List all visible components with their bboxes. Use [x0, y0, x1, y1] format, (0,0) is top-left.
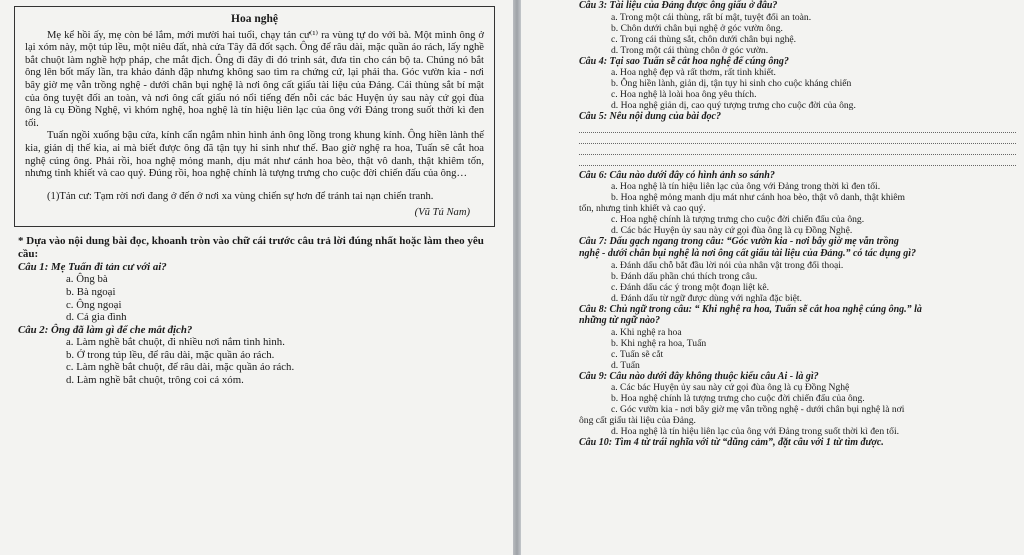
passage-author: (Vũ Tú Nam)	[414, 207, 470, 219]
question-9: Câu 9: Câu nào dưới đây không thuộc kiểu câu Ai - là gì?	[579, 370, 819, 382]
question-1-option-c[interactable]: c. Ông ngoại	[66, 298, 122, 311]
question-6-option-d[interactable]: d. Các bác Huyện ủy sau này cứ gọi đùa ông là cụ Đồng Nghệ.	[611, 225, 853, 237]
question-9-option-b[interactable]: b. Hoa nghệ chính là tượng trưng cho cuộc đời chiến đấu của ông.	[611, 393, 865, 405]
question-8-option-c[interactable]: c. Tuấn sẽ cắt	[611, 348, 664, 360]
question-7: Câu 7: Dấu gạch ngang trong câu: “Góc vườn kia - nơi bây giờ mẹ vẫn trồng	[579, 236, 899, 248]
question-2-option-d[interactable]: d. Làm nghề bắt chuột, trông coi cả xóm.	[66, 374, 244, 387]
question-7-cont: nghệ - dưới chân bụi nghệ là nơi ông cất giấu tài liệu của Đảng.” có tác dụng gì?	[579, 247, 917, 259]
question-7-option-b[interactable]: b. Đánh dấu phần chú thích trong câu.	[611, 270, 758, 282]
question-8: Câu 8: Chủ ngữ trong câu: “ Khi nghệ ra hoa, Tuấn sẽ cắt hoa nghệ cúng ông.” là	[579, 303, 922, 315]
question-10: Câu 10: Tìm 4 từ trái nghĩa với từ “dũng cảm”, đặt câu với 1 từ tìm được.	[579, 437, 884, 449]
question-9-option-c[interactable]: c. Góc vườn kia - nơi bây giờ mẹ vẫn trồng nghệ - dưới chân bụi nghệ là nơi	[611, 404, 905, 416]
question-4: Câu 4: Tại sao Tuấn sẽ cắt hoa nghệ để cúng ông?	[579, 55, 789, 67]
question-4-option-d[interactable]: d. Hoa nghệ giản dị, cao quý tượng trưng cho cuộc đời của ông.	[611, 100, 856, 112]
question-9-option-d[interactable]: d. Hoa nghệ là tín hiệu liên lạc của ông với Đảng trong suốt thời kì đen tối.	[611, 426, 900, 438]
question-6-option-b-cont: tốn, nhưng tinh khiết và cao quý.	[579, 203, 706, 215]
question-8-option-d[interactable]: d. Tuấn	[611, 359, 640, 371]
question-9-option-c-cont: ông cất giấu tài liệu của Đảng.	[579, 415, 696, 427]
question-8-option-b[interactable]: b. Khi nghệ ra hoa, Tuấn	[611, 337, 707, 349]
question-7-option-a[interactable]: a. Đánh dấu chỗ bắt đầu lời nói của nhân vật trong đối thoại.	[611, 259, 844, 271]
question-6-option-a[interactable]: a. Hoa nghệ là tín hiệu liên lạc của ông với Đảng trong thời kì đen tối.	[611, 181, 881, 193]
question-7-option-d[interactable]: d. Đánh dấu từ ngữ được dùng với nghĩa đặc biệt.	[611, 292, 802, 304]
question-6-option-b[interactable]: b. Hoa nghệ mỏng manh dịu mát như cánh hoa bèo, thật vô danh, thật khiêm	[611, 192, 906, 204]
instruction: * Dựa vào nội dung bài đọc, khoanh tròn vào chữ cái trước câu trả lời đúng nhất hoặc làm theo yêu cầu:	[18, 234, 484, 260]
question-3-option-a[interactable]: a. Trong một cái thùng, rất bí mật, tuyệt đối an toàn.	[611, 11, 812, 23]
passage-footnote: (1)Tản cư: Tạm rời nơi đang ở đến ở nơi xa vùng chiến sự hơn để tránh tai nạn chiến tranh.	[47, 190, 434, 202]
reading-passage	[14, 6, 495, 227]
answer-line[interactable]	[579, 123, 1016, 133]
question-3-option-b[interactable]: b. Chôn dưới chân bụi nghệ ở góc vườn ông.	[611, 22, 783, 34]
right-page	[521, 0, 1024, 555]
question-3-option-c[interactable]: c. Trong cái thùng sắt, chôn dưới chân bụi nghệ.	[611, 33, 797, 45]
question-3-option-d[interactable]: d. Trong một cái thùng chôn ở góc vườn.	[611, 44, 769, 56]
page-gutter	[513, 0, 521, 555]
question-2: Câu 2: Ông đã làm gì để che mắt địch?	[18, 323, 193, 336]
question-4-option-b[interactable]: b. Ông hiền lành, giản dị, tận tụy hi sinh cho cuộc kháng chiến	[611, 78, 852, 90]
question-1-option-a[interactable]: a. Ông bà	[66, 273, 108, 286]
answer-line[interactable]	[579, 134, 1016, 144]
passage-paragraph-1: Mẹ kể hồi ấy, mẹ còn bé lắm, mới mười hai tuổi, chạy tản cư⁽¹⁾ ra vùng tự do với bà. Một mình ông ở lại xóm này, một túp lều, một niêu đất, nhà cửa Tây đã đốt sạch. Ông để râu dài, mặc quần áo rách, lấy nghề bắt chuột làm nghề hợp pháp, che mắt địch. Ông đi đây đi đó trinh sát, đưa tin cho cán bộ ta. Chúng nó bắt ông lên bốt mấy lần, tra khảo đánh đập nhưng không sao tìm ra chứng cứ, lại phải tha. Góc vườn kia - nơi bây giờ mẹ vẫn trồng nghệ - dưới chân bụi nghệ là nơi ông cất giấu tài liệu của Đảng. Cái thùng sắt bí mật của ông tuyệt đối an toàn, và nơi ông cất giấu nó nổi tiếng đến nỗi các bác Huyện ủy sau này cứ gọi đùa ông là cụ Đồng Nghệ, vì khóm nghệ, hoa nghệ là tín hiệu liên lạc của ông với Đảng trong suốt thời kì đen tối.	[25, 29, 484, 129]
question-3: Câu 3: Tài liệu của Đảng được ông giấu ở đâu?	[579, 0, 778, 11]
question-1: Câu 1: Mẹ Tuấn đi tản cư với ai?	[18, 260, 167, 273]
question-8-cont: những từ ngữ nào?	[579, 315, 661, 327]
question-4-option-a[interactable]: a. Hoa nghệ đẹp và rất thơm, rất tinh khiết.	[611, 67, 776, 79]
question-4-option-c[interactable]: c. Hoa nghệ là loài hoa ông yêu thích.	[611, 89, 757, 101]
question-2-option-a[interactable]: a. Làm nghề bắt chuột, đi nhiều nơi nắm tình hình.	[66, 336, 285, 349]
question-7-option-c[interactable]: c. Đánh dấu các ý trong một đoạn liệt kê.	[611, 281, 769, 293]
question-1-option-d[interactable]: d. Cả gia đình	[66, 311, 127, 324]
answer-line[interactable]	[579, 156, 1016, 166]
passage-paragraph-2: Tuấn ngồi xuống bậu cửa, kính cẩn ngắm nhìn hình ảnh ông lồng trong khung kính. Ông hiền lành thế kia, giản dị thế kia, ai mà biết được ông đã tận tụy hi sinh như thế. Bao giờ nghệ ra hoa, Tuấn sẽ cắt hoa nghệ cúng ông. Phải rồi, hoa nghệ mỏng manh, dịu mát như cánh hoa bèo, thật vô danh, thật khiêm tốn, nhưng tinh khiết và cao quý. Đúng rồi, hoa nghệ chính là tượng trưng cho cuộc đời chiến đấu của ông…	[25, 130, 484, 180]
answer-line[interactable]	[579, 145, 1016, 155]
question-5: Câu 5: Nêu nội dung của bài đọc?	[579, 111, 721, 123]
question-2-option-b[interactable]: b. Ở trong túp lều, để râu dài, mặc quần áo rách.	[66, 348, 275, 361]
question-8-option-a[interactable]: a. Khi nghệ ra hoa	[611, 326, 682, 338]
question-2-option-c[interactable]: c. Làm nghề bắt chuột, để râu dài, mặc quần áo rách.	[66, 361, 295, 374]
question-9-option-a[interactable]: a. Các bác Huyện ủy sau này cứ gọi đùa ông là cụ Đồng Nghệ	[611, 382, 850, 394]
question-1-option-b[interactable]: b. Bà ngoại	[66, 286, 116, 298]
question-6-option-c[interactable]: c. Hoa nghệ chính là tượng trưng cho cuộc đời chiến đấu của ông.	[611, 214, 865, 226]
passage-title: Hoa nghệ	[231, 13, 278, 25]
question-6: Câu 6: Câu nào dưới đây có hình ảnh so sánh?	[579, 169, 775, 181]
